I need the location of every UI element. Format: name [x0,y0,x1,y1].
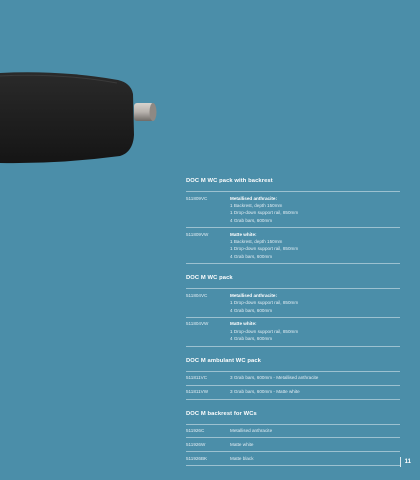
section-title: DOC M ambulant WC pack [186,357,261,364]
product-code: 511926C [186,428,205,433]
finish-heading: Matte white: [230,231,257,237]
description-line: 4 Grab bars, 600mm [230,307,273,313]
product-description [230,195,400,225]
finish-heading: Metallised anthracite: [230,292,277,298]
product-row [186,452,400,466]
product-row [186,425,400,439]
product-code: 511811VC [186,375,208,381]
finish-heading: Metallised anthracite: [230,195,277,201]
product-description [230,231,400,261]
product-code: 511804VC [186,292,208,298]
backrest-product-image [0,0,170,170]
product-row [186,192,400,228]
page-number: 11 [400,457,411,467]
description-line: 1 Drop-down support rail, 850mm [230,246,299,252]
product-table [186,371,400,400]
description-line: Matte black [230,455,254,461]
description-line: 1 Drop-down support rail, 850mm [230,300,299,306]
description-line: 1 Drop-down support rail, 850mm [230,210,299,216]
product-row [186,289,400,318]
product-description [230,320,400,342]
description-line: 1 Backrest, depth 150mm [230,239,283,245]
product-table [186,191,400,264]
product-code: 511926BK [186,455,208,461]
product-row [186,372,400,386]
product-code: 511804VW [186,321,209,327]
section-title: DOC M WC pack [186,275,233,282]
product-row [186,438,400,452]
product-section [186,178,400,264]
product-section [186,411,400,467]
description-line: 1 Drop-down support rail, 850mm [230,328,299,334]
description-line: 4 Grab bars, 600mm [230,217,273,223]
product-row [186,318,400,347]
section-title: DOC M backrest for WCs [186,410,257,417]
description-line: Matte white [230,441,254,447]
finish-heading: Matte white: [230,321,257,327]
product-code: 511811VW [186,389,209,395]
product-description [230,292,400,314]
description-line: 1 Backrest, depth 150mm [230,202,283,208]
product-description [230,374,400,381]
product-description [230,388,400,395]
product-specs [186,178,400,477]
product-section [186,275,400,346]
product-code: 511926W [186,441,206,447]
product-description [230,441,400,448]
product-description [230,455,400,462]
description-line: 3 Grab bars, 600mm - Matte white [230,389,300,395]
description-line: 4 Grab bars, 600mm [230,336,273,342]
product-section [186,358,400,400]
product-table [186,288,400,346]
description-line: 4 Grab bars, 600mm [230,253,273,259]
product-table [186,424,400,467]
product-row [186,386,400,400]
section-title: DOC M WC pack with backrest [186,178,273,184]
description-line: 3 Grab bars, 600mm - Metallised anthracite [230,375,319,381]
product-code: 511809VC [186,195,208,201]
product-code: 511809VW [186,231,209,237]
description-line: Metallised anthracite [230,428,273,433]
product-description [230,427,400,434]
product-row [186,228,400,264]
